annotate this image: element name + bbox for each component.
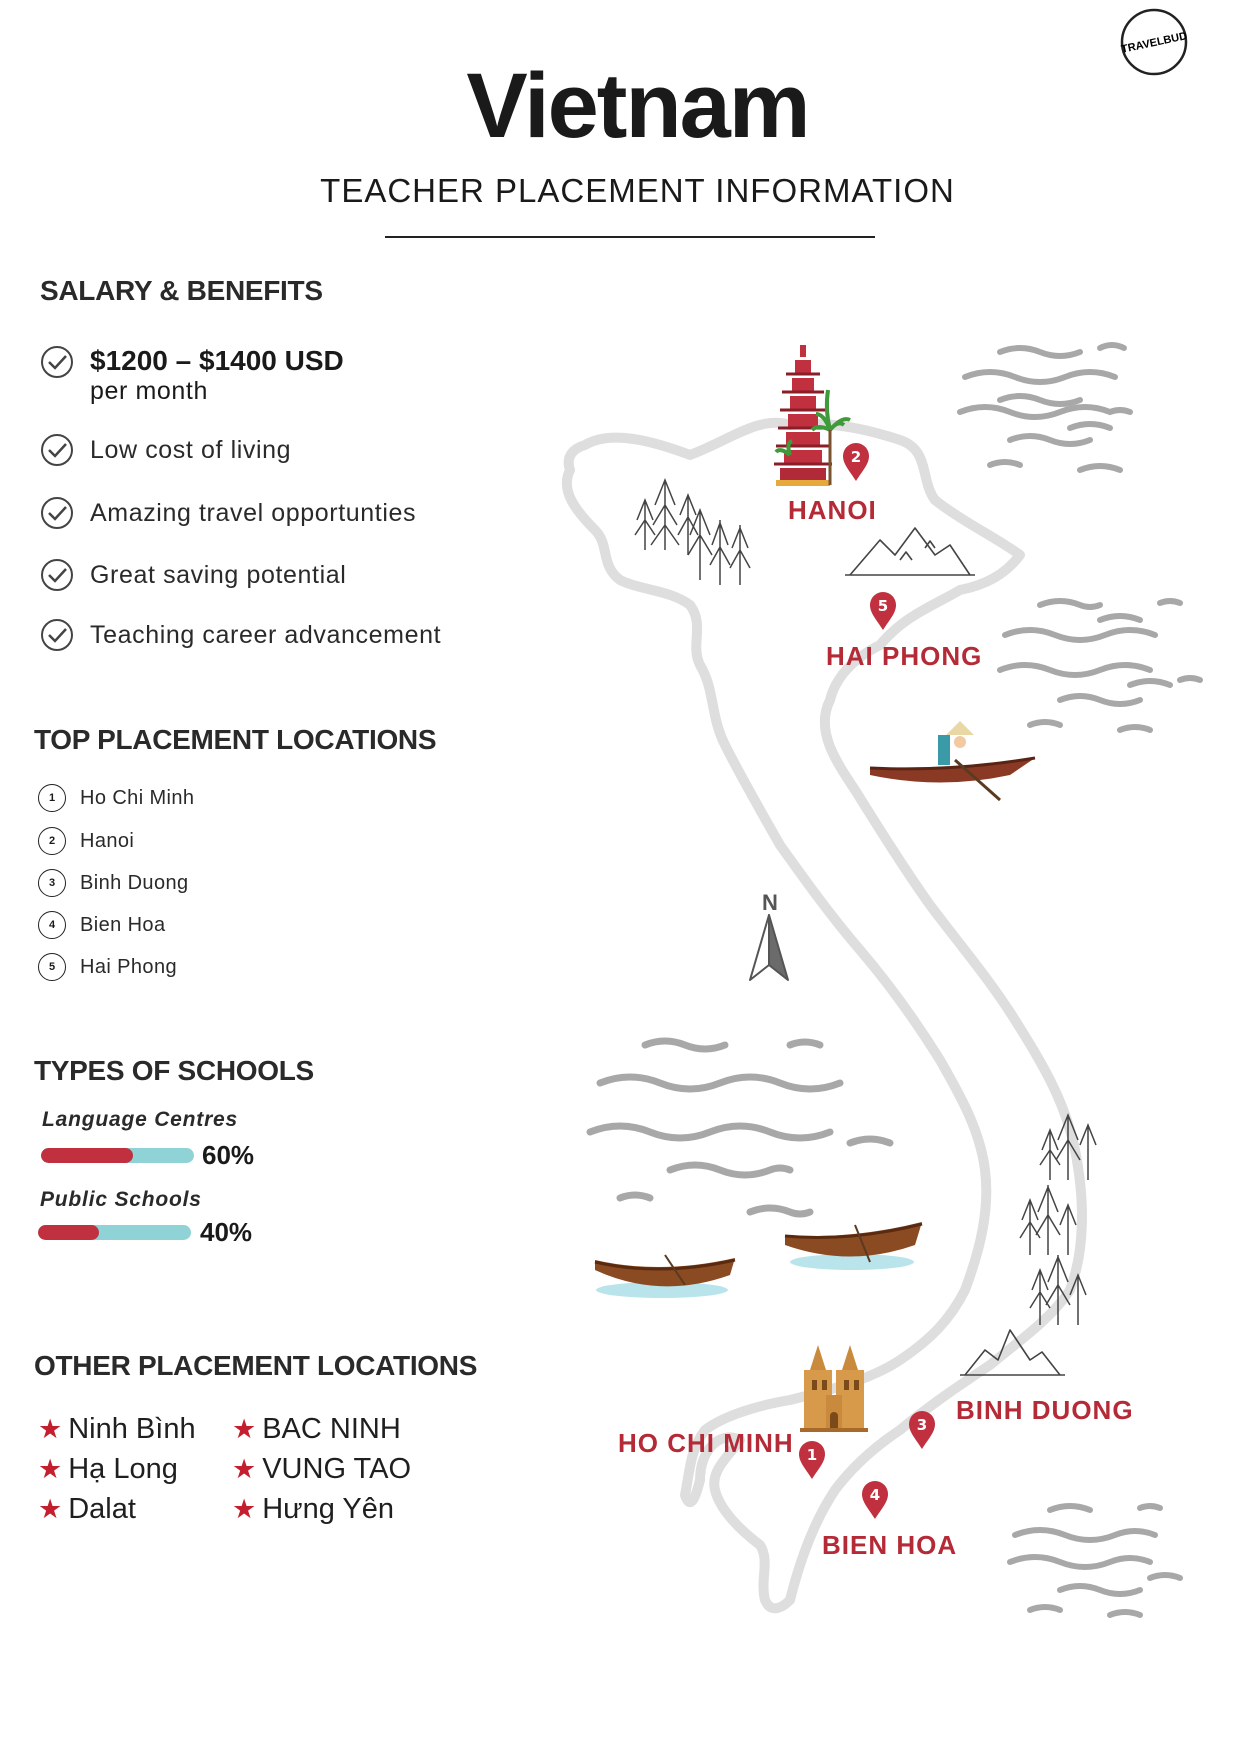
benefit-item: Low cost of living [40,433,291,467]
star-icon: ★ [232,1494,257,1524]
page-subtitle: TEACHER PLACEMENT INFORMATION [320,172,955,209]
star-icon: ★ [38,1454,63,1484]
check-circle-icon [40,618,74,652]
check-circle-icon [40,558,74,592]
waves-middle-left [590,1041,890,1214]
city-label-hai-phong: HAI PHONG [826,641,983,671]
map-pin-icon [841,442,871,482]
waves-bottom-right [1010,1506,1180,1615]
number-badge: 4 [38,911,66,939]
progress-fill [38,1225,99,1240]
school-types-heading: TYPES OF SCHOOLS [34,1055,314,1086]
benefit-salary [40,345,344,406]
list-item: ★ VUNG TAO [232,1453,411,1485]
trees-north-icon [635,480,750,585]
percentage-value: 60% [202,1140,255,1170]
svg-text:2: 2 [850,448,862,466]
map-pin-icon [907,1410,937,1450]
number-badge: 1 [38,784,66,812]
list-item: 5 Hai Phong [38,953,177,981]
waves-mid-right [1000,601,1200,730]
list-item: 1 Ho Chi Minh [38,784,194,812]
city-label-bien-hoa: BIEN HOA [822,1530,958,1560]
boat-with-rower-icon [870,721,1035,800]
list-item: 4 Bien Hoa [38,911,165,939]
city-label-ho-chi-minh: HO CHI MINH [618,1428,794,1458]
page-title: Vietnam [466,55,809,157]
school-type-label: Public Schools [40,1188,202,1211]
benefit-item: Amazing travel opportunties [40,496,416,530]
number-badge: 3 [38,869,66,897]
svg-text:5: 5 [877,597,889,615]
list-item: 2 Hanoi [38,827,134,855]
progress-fill [41,1148,133,1163]
list-item: ★ Hưng Yên [232,1493,394,1525]
list-item: 3 Binh Duong [38,869,189,897]
progress-bar [41,1148,194,1163]
map-pin-icon [860,1480,890,1520]
check-circle-icon [40,433,74,467]
map-pin-icon [797,1440,827,1480]
svg-text:1: 1 [806,1446,818,1464]
star-icon: ★ [38,1414,63,1444]
city-label-hanoi: HANOI [788,495,877,525]
school-type-label: Language Centres [42,1108,239,1131]
benefit-item: Teaching career advancement [40,618,441,652]
benefit-item: Great saving potential [40,558,346,592]
list-item: ★ Dalat [38,1493,136,1525]
star-icon: ★ [38,1494,63,1524]
boat-right-icon [785,1222,922,1270]
compass-icon [750,915,788,980]
other-locations-heading: OTHER PLACEMENT LOCATIONS [34,1350,478,1381]
number-badge: 2 [38,827,66,855]
star-icon: ★ [232,1454,257,1484]
progress-bar [38,1225,191,1240]
svg-text:4: 4 [869,1486,881,1504]
boat-left-icon [595,1255,735,1298]
percentage-value: 40% [200,1217,253,1247]
check-circle-icon [40,496,74,530]
salary-range: $1200 – $1400 USD [90,345,344,376]
compass-north-label: N [762,890,778,915]
map-pin-icon [868,591,898,631]
top-locations-heading: TOP PLACEMENT LOCATIONS [34,724,437,755]
mountains-north-icon [845,528,975,575]
star-icon: ★ [232,1414,257,1444]
salary-benefits-heading: SALARY & BENEFITS [40,275,323,306]
svg-text:TRAVELBUD: TRAVELBUD [1120,30,1189,56]
number-badge: 5 [38,953,66,981]
salary-period: per month [90,377,208,405]
title-divider [385,236,875,238]
svg-text:3: 3 [916,1416,928,1434]
list-item: ★ BAC NINH [232,1413,401,1445]
waves-top-right [960,345,1130,470]
list-item: ★ Hạ Long [38,1453,178,1485]
pagoda-icon [774,345,850,486]
list-item: ★ Ninh Bình [38,1413,196,1445]
city-label-binh-duong: BINH DUONG [956,1395,1134,1425]
check-circle-icon [40,345,74,379]
